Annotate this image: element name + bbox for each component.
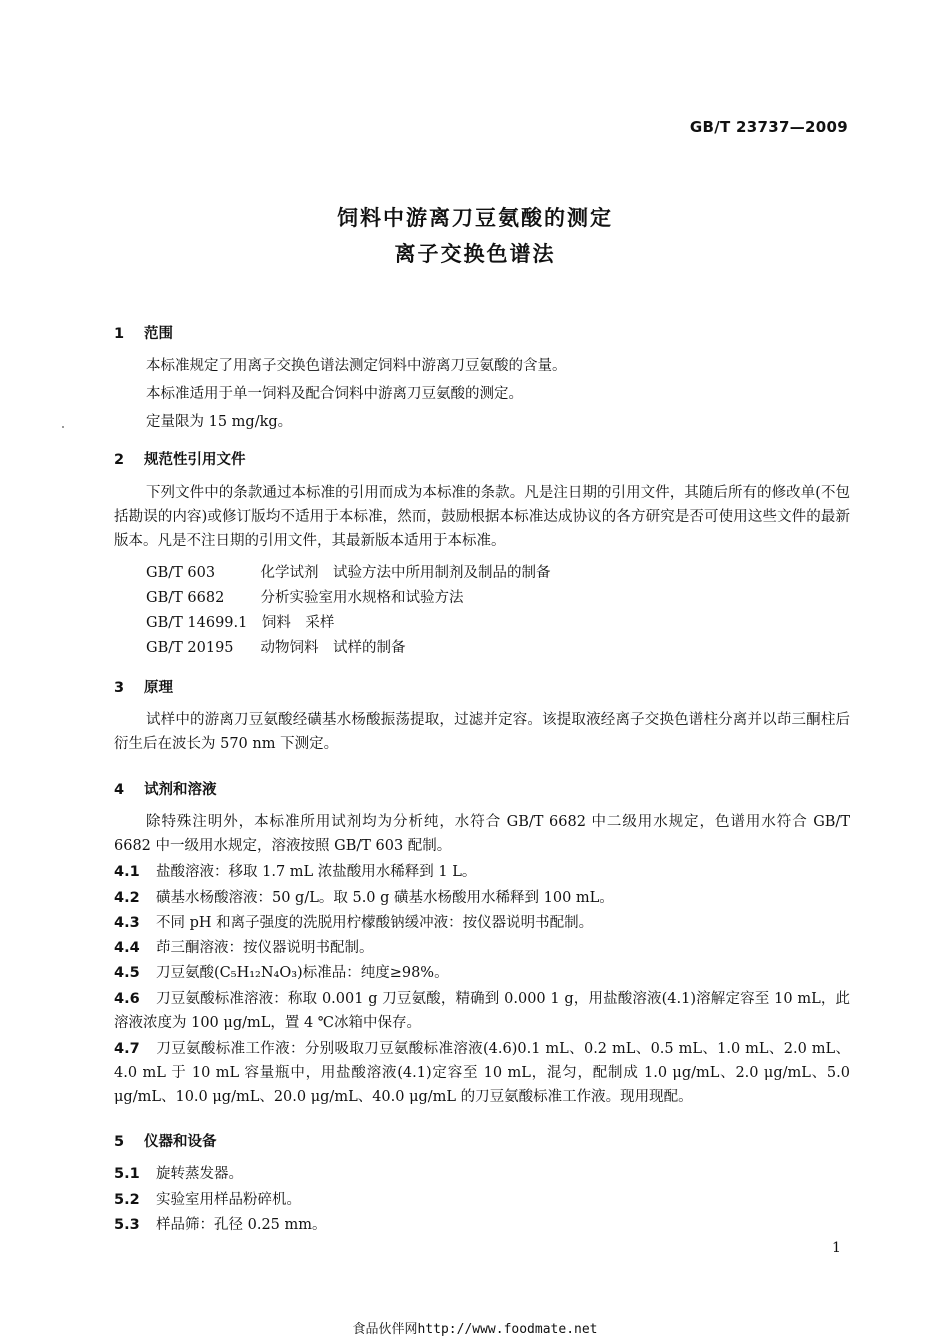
section-3-heading: 3 原理 bbox=[114, 680, 173, 696]
reagent-item: 4.5 刀豆氨酸(C₅H₁₂N₄O₃)标准品：纯度≥98%。 bbox=[114, 965, 449, 981]
section-4-paragraph: 除特殊注明外，本标准所用试剂均为分析纯，水符合 GB/T 6682 中二级用水规定，色谱用水符合 GB/T 6682 中一级用水规定，溶液按照 GB/T 603 配制。 bbox=[114, 814, 850, 854]
reagent-item: 4.1 盐酸溶液：移取 1.7 mL 浓盐酸用水稀释到 1 L。 bbox=[114, 864, 477, 880]
reagent-item: 4.3 不同 pH 和离子强度的洗脱用柠檬酸钠缓冲液：按仪器说明书配制。 bbox=[114, 915, 594, 931]
reagent-item: 4.6 刀豆氨酸标准溶液：称取 0.001 g 刀豆氨酸，精确到 0.000 1 g，用盐酸溶液(4.1)溶解定容至 10 mL，此溶液浓度为 100 μg/mL，置 4 ℃冰箱中保存。 bbox=[114, 991, 850, 1031]
section-2-heading: 2 规范性引用文件 bbox=[114, 452, 246, 468]
normative-reference: GB/T 6682 分析实验室用水规格和试验方法 bbox=[146, 590, 464, 606]
equipment-item: 5.3 样品筛：孔径 0.25 mm。 bbox=[114, 1217, 327, 1233]
reagent-item: 4.7 刀豆氨酸标准工作液：分别吸取刀豆氨酸标准溶液(4.6)0.1 mL、0.2 mL、0.5 mL、1.0 mL、2.0 mL、4.0 mL 于 10 mL 容量瓶中，用盐酸溶液(4.1)定容至 10 mL，混匀，配制成 1.0 μg/mL、2.0 μg/mL、5.0 μg/mL、10.0 μg/mL、20.0 μg/mL、40.0 μg/mL 的刀豆氨酸标准工作液。现用现配。 bbox=[114, 1041, 850, 1105]
document-subtitle: 离子交换色谱法 bbox=[394, 242, 556, 266]
section-2-paragraph: 下列文件中的条款通过本标准的引用而成为本标准的条款。凡是注日期的引用文件，其随后所有的修改单(不包括勘误的内容)或修订版均不适用于本标准，然而，鼓励根据本标准达成协议的各方研究是否可使用这些文件的最新版本。凡是不注日期的引用文件，其最新版本适用于本标准。 bbox=[114, 485, 850, 549]
section-4-heading: 4 试剂和溶液 bbox=[114, 782, 217, 798]
section-1-line: 定量限为 15 mg/kg。 bbox=[146, 414, 293, 430]
scan-speck bbox=[62, 426, 64, 428]
standard-code: GB/T 23737—2009 bbox=[689, 118, 848, 136]
footer-watermark-link[interactable]: 食品伙伴网http://www.foodmate.net bbox=[352, 1322, 598, 1337]
equipment-item: 5.1 旋转蒸发器。 bbox=[114, 1166, 243, 1182]
normative-reference: GB/T 603 化学试剂 试验方法中所用制剂及制品的制备 bbox=[146, 565, 551, 581]
section-1-line: 本标准规定了用离子交换色谱法测定饲料中游离刀豆氨酸的含量。 bbox=[146, 358, 567, 374]
equipment-item: 5.2 实验室用样品粉碎机。 bbox=[114, 1192, 301, 1208]
section-3-paragraph: 试样中的游离刀豆氨酸经磺基水杨酸振荡提取，过滤并定容。该提取液经离子交换色谱柱分离并以茚三酮柱后衍生后在波长为 570 nm 下测定。 bbox=[114, 712, 850, 752]
document-title: 饲料中游离刀豆氨酸的测定 bbox=[337, 206, 613, 230]
section-1-heading: 1 范围 bbox=[114, 326, 173, 342]
page-number: 1 bbox=[832, 1240, 841, 1256]
normative-reference: GB/T 14699.1 饲料 采样 bbox=[146, 615, 335, 631]
normative-reference: GB/T 20195 动物饲料 试样的制备 bbox=[146, 640, 406, 656]
reagent-item: 4.4 茚三酮溶液：按仪器说明书配制。 bbox=[114, 940, 374, 956]
section-1-line: 本标准适用于单一饲料及配合饲料中游离刀豆氨酸的测定。 bbox=[146, 386, 523, 402]
reagent-item: 4.2 磺基水杨酸溶液：50 g/L。取 5.0 g 磺基水杨酸用水稀释到 100 mL。 bbox=[114, 890, 614, 906]
section-5-heading: 5 仪器和设备 bbox=[114, 1134, 217, 1150]
